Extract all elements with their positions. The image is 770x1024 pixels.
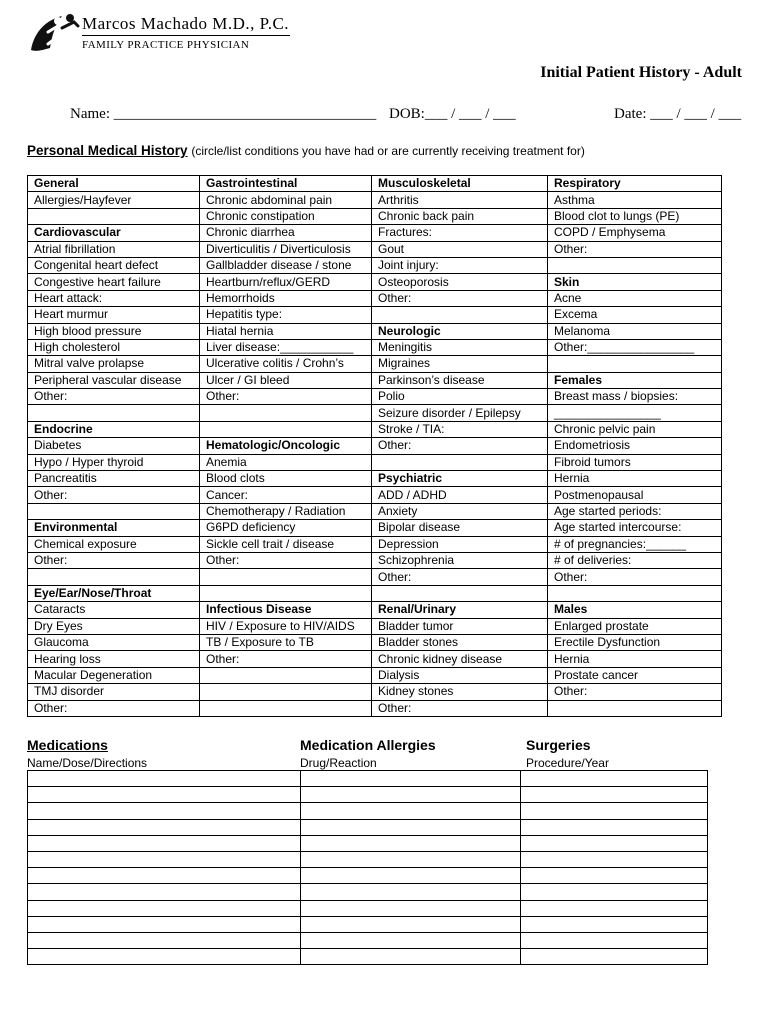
allergy-entry-cell[interactable] bbox=[301, 916, 521, 932]
practice-logo bbox=[28, 6, 290, 56]
condition-item[interactable]: Liver disease:___________ bbox=[200, 339, 372, 355]
surgery-entry-cell[interactable] bbox=[521, 851, 708, 867]
entry-row bbox=[28, 900, 708, 916]
entry-row bbox=[28, 835, 708, 851]
blank-cell[interactable] bbox=[200, 667, 372, 683]
surgery-entry-cell[interactable] bbox=[521, 803, 708, 819]
surgery-entry-cell[interactable] bbox=[521, 771, 708, 787]
condition-item[interactable]: Hearing loss bbox=[28, 651, 200, 667]
blank-cell[interactable] bbox=[200, 700, 372, 716]
condition-item[interactable]: Postmenopausal bbox=[548, 487, 722, 503]
allergy-entry-cell[interactable] bbox=[301, 835, 521, 851]
condition-item[interactable]: # of deliveries: bbox=[548, 552, 722, 568]
surgeries-subheading: Procedure/Year bbox=[526, 756, 609, 770]
condition-item[interactable]: Enlarged prostate bbox=[548, 618, 722, 634]
blank-cell[interactable] bbox=[28, 503, 200, 519]
history-row bbox=[28, 454, 722, 470]
condition-item[interactable]: Cancer: bbox=[200, 487, 372, 503]
category-heading: Environmental bbox=[28, 520, 200, 536]
condition-item[interactable]: Gout bbox=[372, 241, 548, 257]
condition-item[interactable]: Hypo / Hyper thyroid bbox=[28, 454, 200, 470]
history-row bbox=[28, 503, 722, 519]
entry-row bbox=[28, 884, 708, 900]
history-row bbox=[28, 536, 722, 552]
allergies-heading: Medication Allergies bbox=[300, 737, 436, 753]
blank-cell[interactable] bbox=[200, 421, 372, 437]
condition-item[interactable]: Depression bbox=[372, 536, 548, 552]
condition-item[interactable]: Peripheral vascular disease bbox=[28, 372, 200, 388]
medication-entry-cell[interactable] bbox=[28, 851, 301, 867]
medication-entry-cell[interactable] bbox=[28, 900, 301, 916]
category-heading: Psychiatric bbox=[372, 471, 548, 487]
allergies-subheading: Drug/Reaction bbox=[300, 756, 377, 770]
condition-item[interactable]: Chronic back pain bbox=[372, 208, 548, 224]
entry-row bbox=[28, 916, 708, 932]
logo-divider bbox=[82, 35, 290, 36]
condition-item[interactable]: Ulcer / GI bleed bbox=[200, 372, 372, 388]
condition-item[interactable]: Macular Degeneration bbox=[28, 667, 200, 683]
blank-cell[interactable] bbox=[372, 307, 548, 323]
medication-entry-cell[interactable] bbox=[28, 835, 301, 851]
history-row bbox=[28, 356, 722, 372]
allergy-entry-cell[interactable] bbox=[301, 851, 521, 867]
history-row bbox=[28, 208, 722, 224]
condition-item[interactable]: Fibroid tumors bbox=[548, 454, 722, 470]
allergy-entry-cell[interactable] bbox=[301, 884, 521, 900]
history-row bbox=[28, 372, 722, 388]
surgery-entry-cell[interactable] bbox=[521, 787, 708, 803]
condition-item[interactable]: Anxiety bbox=[372, 503, 548, 519]
entry-row bbox=[28, 868, 708, 884]
condition-item[interactable]: Other: bbox=[28, 487, 200, 503]
condition-item[interactable]: Other:________________ bbox=[548, 339, 722, 355]
condition-item[interactable]: Endometriosis bbox=[548, 438, 722, 454]
condition-item[interactable]: TB / Exposure to TB bbox=[200, 634, 372, 650]
category-heading: Renal/Urinary bbox=[372, 602, 548, 618]
condition-item[interactable]: Other: bbox=[200, 552, 372, 568]
medication-entry-cell[interactable] bbox=[28, 868, 301, 884]
history-row bbox=[28, 323, 722, 339]
surgery-entry-cell[interactable] bbox=[521, 884, 708, 900]
medication-entry-cell[interactable] bbox=[28, 916, 301, 932]
condition-item[interactable]: Prostate cancer bbox=[548, 667, 722, 683]
condition-item[interactable]: Meningitis bbox=[372, 339, 548, 355]
history-row bbox=[28, 667, 722, 683]
category-heading: General bbox=[28, 176, 200, 192]
history-row bbox=[28, 389, 722, 405]
condition-item[interactable]: Ulcerative colitis / Crohn’s bbox=[200, 356, 372, 372]
blank-cell[interactable] bbox=[372, 454, 548, 470]
condition-item[interactable]: Heart murmur bbox=[28, 307, 200, 323]
condition-item[interactable]: Seizure disorder / Epilepsy bbox=[372, 405, 548, 421]
condition-item[interactable]: ________________ bbox=[548, 405, 722, 421]
category-heading: Musculoskeletal bbox=[372, 176, 548, 192]
practice-name: Marcos Machado M.D., P.C. bbox=[82, 14, 290, 33]
history-row bbox=[28, 339, 722, 355]
condition-item[interactable]: Chronic constipation bbox=[200, 208, 372, 224]
entry-row bbox=[28, 851, 708, 867]
condition-item[interactable]: Other: bbox=[28, 552, 200, 568]
allergy-entry-cell[interactable] bbox=[301, 900, 521, 916]
condition-item[interactable]: Chronic kidney disease bbox=[372, 651, 548, 667]
condition-item[interactable]: Heartburn/reflux/GERD bbox=[200, 274, 372, 290]
medication-entry-cell[interactable] bbox=[28, 787, 301, 803]
condition-item[interactable]: Chemotherapy / Radiation bbox=[200, 503, 372, 519]
condition-item[interactable]: Hepatitis type: bbox=[200, 307, 372, 323]
blank-cell[interactable] bbox=[548, 585, 722, 601]
blank-cell[interactable] bbox=[200, 684, 372, 700]
condition-item[interactable]: Allergies/Hayfever bbox=[28, 192, 200, 208]
history-row bbox=[28, 634, 722, 650]
date-field[interactable]: Date: ___ / ___ / ___ bbox=[614, 106, 742, 122]
condition-item[interactable]: G6PD deficiency bbox=[200, 520, 372, 536]
category-heading: Skin bbox=[548, 274, 722, 290]
condition-item[interactable]: Blood clot to lungs (PE) bbox=[548, 208, 722, 224]
medication-entry-cell[interactable] bbox=[28, 884, 301, 900]
condition-item[interactable]: Chronic pelvic pain bbox=[548, 421, 722, 437]
history-row bbox=[28, 241, 722, 257]
surgery-entry-cell[interactable] bbox=[521, 868, 708, 884]
history-row bbox=[28, 257, 722, 273]
history-row bbox=[28, 290, 722, 306]
entry-row bbox=[28, 771, 708, 787]
condition-item[interactable]: Heart attack: bbox=[28, 290, 200, 306]
condition-item[interactable]: Bladder stones bbox=[372, 634, 548, 650]
blank-cell[interactable] bbox=[200, 405, 372, 421]
surgery-entry-cell[interactable] bbox=[521, 819, 708, 835]
history-row bbox=[28, 520, 722, 536]
dob-field[interactable]: DOB:___ / ___ / ___ bbox=[389, 106, 516, 122]
condition-item[interactable]: Other: bbox=[372, 438, 548, 454]
allergy-entry-cell[interactable] bbox=[301, 803, 521, 819]
condition-item[interactable]: Other: bbox=[548, 241, 722, 257]
history-row bbox=[28, 602, 722, 618]
condition-item[interactable]: Arthritis bbox=[372, 192, 548, 208]
history-row bbox=[28, 684, 722, 700]
condition-item[interactable]: Kidney stones bbox=[372, 684, 548, 700]
allergy-entry-cell[interactable] bbox=[301, 868, 521, 884]
condition-item[interactable]: Polio bbox=[372, 389, 548, 405]
history-row bbox=[28, 405, 722, 421]
surgery-entry-cell[interactable] bbox=[521, 932, 708, 948]
history-row bbox=[28, 651, 722, 667]
history-row bbox=[28, 176, 722, 192]
condition-item[interactable]: Migraines bbox=[372, 356, 548, 372]
history-row bbox=[28, 471, 722, 487]
category-heading: Eye/Ear/Nose/Throat bbox=[28, 585, 200, 601]
medication-entry-cell[interactable] bbox=[28, 949, 301, 965]
blank-cell[interactable] bbox=[548, 700, 722, 716]
condition-item[interactable]: High cholesterol bbox=[28, 339, 200, 355]
condition-item[interactable]: Hernia bbox=[548, 471, 722, 487]
blank-cell[interactable] bbox=[200, 569, 372, 585]
condition-item[interactable]: Stroke / TIA: bbox=[372, 421, 548, 437]
condition-item[interactable]: Joint injury: bbox=[372, 257, 548, 273]
category-heading: Cardiovascular bbox=[28, 225, 200, 241]
medications-title: Medications bbox=[27, 737, 108, 753]
condition-item[interactable]: Other: bbox=[28, 389, 200, 405]
personal-history-title: Personal Medical History bbox=[27, 143, 188, 158]
history-row bbox=[28, 225, 722, 241]
blank-cell[interactable] bbox=[372, 585, 548, 601]
personal-history-heading bbox=[27, 143, 585, 158]
condition-item[interactable]: Osteoporosis bbox=[372, 274, 548, 290]
condition-item[interactable]: Schizophrenia bbox=[372, 552, 548, 568]
condition-item[interactable]: TMJ disorder bbox=[28, 684, 200, 700]
condition-item[interactable]: Other: bbox=[28, 700, 200, 716]
condition-item[interactable]: Gallbladder disease / stone bbox=[200, 257, 372, 273]
history-row bbox=[28, 192, 722, 208]
history-row bbox=[28, 421, 722, 437]
condition-item[interactable]: Bipolar disease bbox=[372, 520, 548, 536]
entry-row bbox=[28, 819, 708, 835]
condition-item[interactable]: Pancreatitis bbox=[28, 471, 200, 487]
name-field[interactable]: Name: ___________________________________ bbox=[70, 106, 377, 122]
category-heading: Males bbox=[548, 602, 722, 618]
condition-item[interactable]: COPD / Emphysema bbox=[548, 225, 722, 241]
blank-cell[interactable] bbox=[28, 208, 200, 224]
blank-cell[interactable] bbox=[548, 356, 722, 372]
category-heading: Respiratory bbox=[548, 176, 722, 192]
condition-item[interactable]: Parkinson’s disease bbox=[372, 372, 548, 388]
condition-item[interactable]: Excema bbox=[548, 307, 722, 323]
entry-row bbox=[28, 949, 708, 965]
condition-item[interactable]: HIV / Exposure to HIV/AIDS bbox=[200, 618, 372, 634]
history-row bbox=[28, 618, 722, 634]
blank-cell[interactable] bbox=[28, 569, 200, 585]
surgery-entry-cell[interactable] bbox=[521, 835, 708, 851]
condition-item[interactable]: Dialysis bbox=[372, 667, 548, 683]
allergy-entry-cell[interactable] bbox=[301, 787, 521, 803]
condition-item[interactable]: Asthma bbox=[548, 192, 722, 208]
condition-item[interactable]: Hiatal hernia bbox=[200, 323, 372, 339]
condition-item[interactable]: Fractures: bbox=[372, 225, 548, 241]
category-heading: Hematologic/Oncologic bbox=[200, 438, 372, 454]
history-row bbox=[28, 438, 722, 454]
surgeries-heading: Surgeries bbox=[526, 737, 591, 753]
entry-row bbox=[28, 787, 708, 803]
condition-item[interactable]: Blood clots bbox=[200, 471, 372, 487]
condition-item[interactable]: Mitral valve prolapse bbox=[28, 356, 200, 372]
history-row bbox=[28, 274, 722, 290]
condition-item[interactable]: Diverticulitis / Diverticulosis bbox=[200, 241, 372, 257]
condition-item[interactable]: Melanoma bbox=[548, 323, 722, 339]
entry-row bbox=[28, 932, 708, 948]
condition-item[interactable]: Other: bbox=[372, 700, 548, 716]
medication-entry-cell[interactable] bbox=[28, 819, 301, 835]
condition-item[interactable]: Chronic abdominal pain bbox=[200, 192, 372, 208]
condition-item[interactable]: Acne bbox=[548, 290, 722, 306]
medications-heading bbox=[27, 737, 108, 753]
medications-subheading: Name/Dose/Directions bbox=[27, 756, 148, 770]
condition-item[interactable]: Hemorrhoids bbox=[200, 290, 372, 306]
entry-row bbox=[28, 803, 708, 819]
condition-item[interactable]: Chronic diarrhea bbox=[200, 225, 372, 241]
condition-item[interactable]: ADD / ADHD bbox=[372, 487, 548, 503]
blank-cell[interactable] bbox=[28, 405, 200, 421]
history-row bbox=[28, 700, 722, 716]
medication-entry-cell[interactable] bbox=[28, 932, 301, 948]
running-figure-logo-icon bbox=[28, 10, 80, 56]
allergy-entry-cell[interactable] bbox=[301, 819, 521, 835]
condition-item[interactable]: Sickle cell trait / disease bbox=[200, 536, 372, 552]
allergy-entry-cell[interactable] bbox=[301, 949, 521, 965]
blank-cell[interactable] bbox=[200, 585, 372, 601]
condition-item[interactable]: Other: bbox=[372, 290, 548, 306]
condition-item[interactable]: Glaucoma bbox=[28, 634, 200, 650]
history-row bbox=[28, 569, 722, 585]
condition-item[interactable]: Other: bbox=[372, 569, 548, 585]
condition-item[interactable]: Age started periods: bbox=[548, 503, 722, 519]
personal-history-note: (circle/list conditions you have had or are currently receiving treatment for) bbox=[191, 144, 585, 158]
condition-item[interactable]: # of pregnancies:______ bbox=[548, 536, 722, 552]
medical-history-table bbox=[27, 175, 722, 717]
allergy-entry-cell[interactable] bbox=[301, 771, 521, 787]
surgery-entry-cell[interactable] bbox=[521, 916, 708, 932]
condition-item[interactable]: High blood pressure bbox=[28, 323, 200, 339]
history-row bbox=[28, 552, 722, 568]
condition-item[interactable]: Atrial fibrillation bbox=[28, 241, 200, 257]
condition-item[interactable]: Anemia bbox=[200, 454, 372, 470]
condition-item[interactable]: Erectile Dysfunction bbox=[548, 634, 722, 650]
category-heading: Neurologic bbox=[372, 323, 548, 339]
condition-item[interactable]: Breast mass / biopsies: bbox=[548, 389, 722, 405]
condition-item[interactable]: Other: bbox=[200, 389, 372, 405]
condition-item[interactable]: Congestive heart failure bbox=[28, 274, 200, 290]
medication-entry-cell[interactable] bbox=[28, 771, 301, 787]
category-heading: Infectious Disease bbox=[200, 602, 372, 618]
category-heading: Endocrine bbox=[28, 421, 200, 437]
condition-item[interactable]: Other: bbox=[548, 684, 722, 700]
condition-item[interactable]: Hernia bbox=[548, 651, 722, 667]
surgery-entry-cell[interactable] bbox=[521, 949, 708, 965]
condition-item[interactable]: Chemical exposure bbox=[28, 536, 200, 552]
history-row bbox=[28, 487, 722, 503]
category-heading: Females bbox=[548, 372, 722, 388]
history-row bbox=[28, 307, 722, 323]
condition-item[interactable]: Other: bbox=[548, 569, 722, 585]
condition-item[interactable]: Congenital heart defect bbox=[28, 257, 200, 273]
condition-item[interactable]: Diabetes bbox=[28, 438, 200, 454]
condition-item[interactable]: Bladder tumor bbox=[372, 618, 548, 634]
history-row bbox=[28, 585, 722, 601]
condition-item[interactable]: Age started intercourse: bbox=[548, 520, 722, 536]
medication-entry-cell[interactable] bbox=[28, 803, 301, 819]
blank-cell[interactable] bbox=[548, 257, 722, 273]
medications-allergies-surgeries-table bbox=[27, 770, 708, 965]
practice-subtitle: FAMILY PRACTICE PHYSICIAN bbox=[82, 39, 250, 51]
allergy-entry-cell[interactable] bbox=[301, 932, 521, 948]
category-heading: Gastrointestinal bbox=[200, 176, 372, 192]
form-title: Initial Patient History - Adult bbox=[540, 64, 742, 81]
condition-item[interactable]: Other: bbox=[200, 651, 372, 667]
condition-item[interactable]: Dry Eyes bbox=[28, 618, 200, 634]
condition-item[interactable]: Cataracts bbox=[28, 602, 200, 618]
surgery-entry-cell[interactable] bbox=[521, 900, 708, 916]
